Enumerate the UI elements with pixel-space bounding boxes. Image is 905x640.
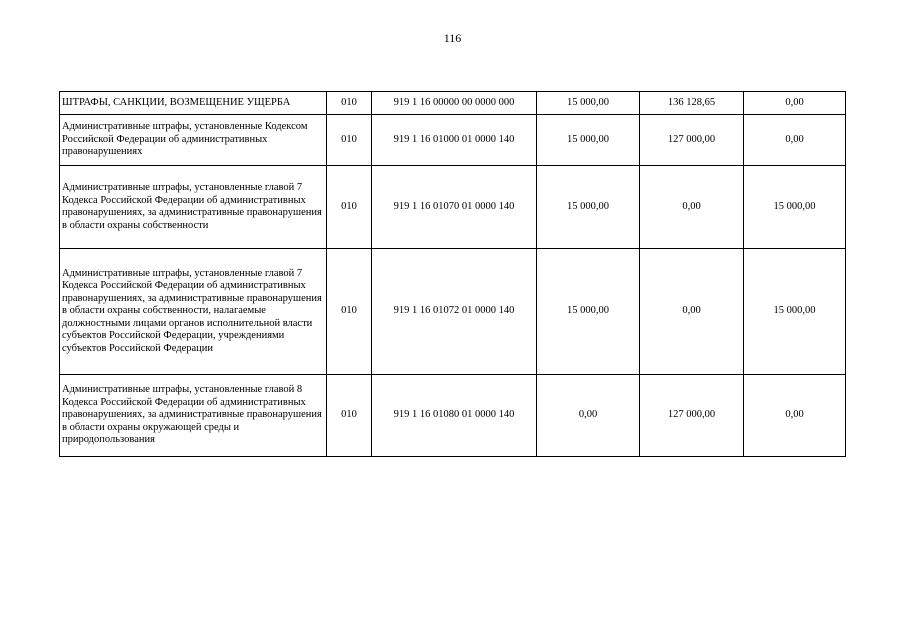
row-value-1-cell: 15 000,00 <box>537 115 640 166</box>
row-value-2-cell: 0,00 <box>640 249 744 375</box>
row-value-1-cell: 15 000,00 <box>537 166 640 249</box>
row-value-1-cell: 0,00 <box>537 375 640 457</box>
row-value-3-cell: 15 000,00 <box>744 166 846 249</box>
table-row <box>60 166 846 249</box>
row-kbk-cell: 919 1 16 01080 01 0000 140 <box>372 375 537 457</box>
row-name-cell: Административные штрафы, установленные главой 8 Кодекса Российской Федерации об административных правонарушениях, за административные правонарушения в области охраны окружающей среды и природопользования <box>60 375 327 457</box>
row-kbk-cell: 919 1 16 00000 00 0000 000 <box>372 92 537 115</box>
table-row <box>60 115 846 166</box>
row-name-cell: Административные штрафы, установленные Кодексом Российской Федерации об административных правонарушениях <box>60 115 327 166</box>
row-code-cell: 010 <box>327 166 372 249</box>
row-name-cell: Административные штрафы, установленные главой 7 Кодекса Российской Федерации об административных правонарушениях, за административные правонарушения в области охраны собственности, налагаемые должностными лицами органов исполнительной власти субъектов Российской Федерации, учреждениями субъектов Российской Федерации <box>60 249 327 375</box>
row-code-cell: 010 <box>327 375 372 457</box>
row-code-cell: 010 <box>327 92 372 115</box>
row-name-cell: ШТРАФЫ, САНКЦИИ, ВОЗМЕЩЕНИЕ УЩЕРБА <box>60 92 327 115</box>
budget-revenue-table <box>59 91 846 457</box>
row-value-3-cell: 0,00 <box>744 115 846 166</box>
table-row <box>60 92 846 115</box>
row-value-3-cell: 15 000,00 <box>744 249 846 375</box>
row-kbk-cell: 919 1 16 01000 01 0000 140 <box>372 115 537 166</box>
row-value-3-cell: 0,00 <box>744 92 846 115</box>
row-value-2-cell: 136 128,65 <box>640 92 744 115</box>
row-code-cell: 010 <box>327 115 372 166</box>
row-value-1-cell: 15 000,00 <box>537 249 640 375</box>
row-value-2-cell: 127 000,00 <box>640 115 744 166</box>
row-name-cell: Административные штрафы, установленные главой 7 Кодекса Российской Федерации об административных правонарушениях, за административные правонарушения в области охраны собственности <box>60 166 327 249</box>
row-value-2-cell: 127 000,00 <box>640 375 744 457</box>
row-value-2-cell: 0,00 <box>640 166 744 249</box>
row-value-1-cell: 15 000,00 <box>537 92 640 115</box>
page-number: 116 <box>443 31 462 45</box>
row-value-3-cell: 0,00 <box>744 375 846 457</box>
table-row <box>60 249 846 375</box>
row-code-cell: 010 <box>327 249 372 375</box>
table-row <box>60 375 846 457</box>
row-kbk-cell: 919 1 16 01070 01 0000 140 <box>372 166 537 249</box>
row-kbk-cell: 919 1 16 01072 01 0000 140 <box>372 249 537 375</box>
